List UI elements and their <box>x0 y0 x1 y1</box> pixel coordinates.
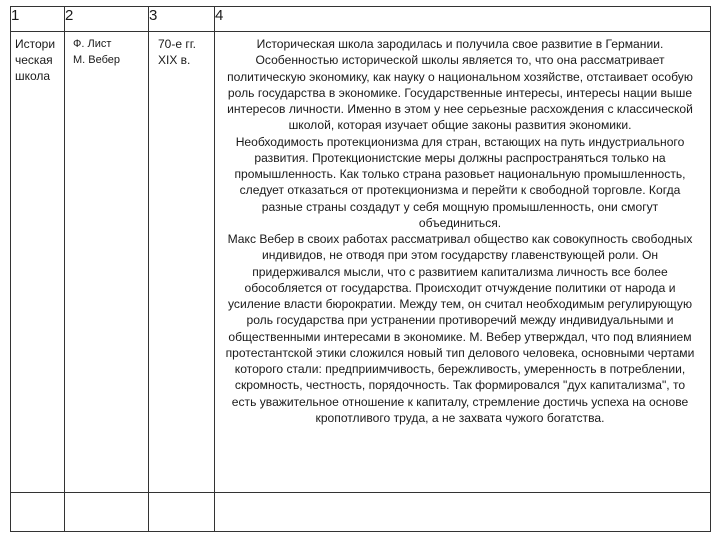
table-row <box>11 32 711 493</box>
column-header-2: 2 <box>65 7 149 32</box>
column-header-3: 3 <box>149 7 215 32</box>
school-cell: Историческая школа <box>11 32 65 493</box>
description-paragraph: Макс Вебер в своих работах рассматривал общество как совокупность свободных индивидов, не отводя при этом государству главенствующей роли. Он придерживался мысли, что с развитием капитализма личность все более обособляется от государства. Происходит отчуждение политики от народа и усиление власти бюрократии. Между тем, он считал необходимым регулирующую роль государства при устранении противоречий между индивидуальными и общественными интересами в экономике. М. Вебер утверждал, что под влиянием протестантской этики сложился новый тип делового человека, основными чертами которого стали: предприимчивость, бережливость, умеренность в потреблении, скромность, честность, порядочность. Так формировался "дух капитализма", то есть уважительное отношение к капиталу, стремление достичь успеха на основе кропотливого труда, а не захвата чужого богатства. <box>225 232 695 425</box>
empty-cell <box>11 493 65 532</box>
empty-cell <box>149 493 215 532</box>
description-paragraph: Историческая школа зародилась и получила свое развитие в Германии. Особенностью исторической школы является то, что она рассматривает политическую экономику, как науку о национальном хозяйстве, отстаивает особую роль государства в экономике. Государственные интересы, интересы нации выше интересов личности. Именно в этом у нее серьезные расхождения с классической школой, которая изучает общие законы развития экономики. <box>227 37 693 133</box>
author-name: М. Вебер <box>73 54 121 66</box>
table-row-empty <box>11 493 711 532</box>
empty-cell <box>65 493 149 532</box>
description-cell <box>215 32 711 493</box>
history-school-table <box>10 6 711 532</box>
period-cell <box>149 32 215 493</box>
description-paragraph: Необходимость протекционизма для стран, встающих на путь индустриального развития. Протекционистские меры должны распространяться только на промышленность. Как только страна разовьет национальную промышленность, следует отказаться от протекционизма и перейти к свободной торговле. Когда разные страны создадут у себя мощную промышленность, они смогут объединиться. <box>234 134 686 230</box>
header-row <box>11 7 711 32</box>
column-header-4: 4 <box>215 7 711 32</box>
authors-cell <box>65 32 149 493</box>
period-line: XIX в. <box>158 53 191 67</box>
empty-cell <box>215 493 711 532</box>
column-header-1: 1 <box>11 7 65 32</box>
author-name: Ф. Лист <box>73 38 112 50</box>
period-line: 70-е гг. <box>158 37 196 51</box>
